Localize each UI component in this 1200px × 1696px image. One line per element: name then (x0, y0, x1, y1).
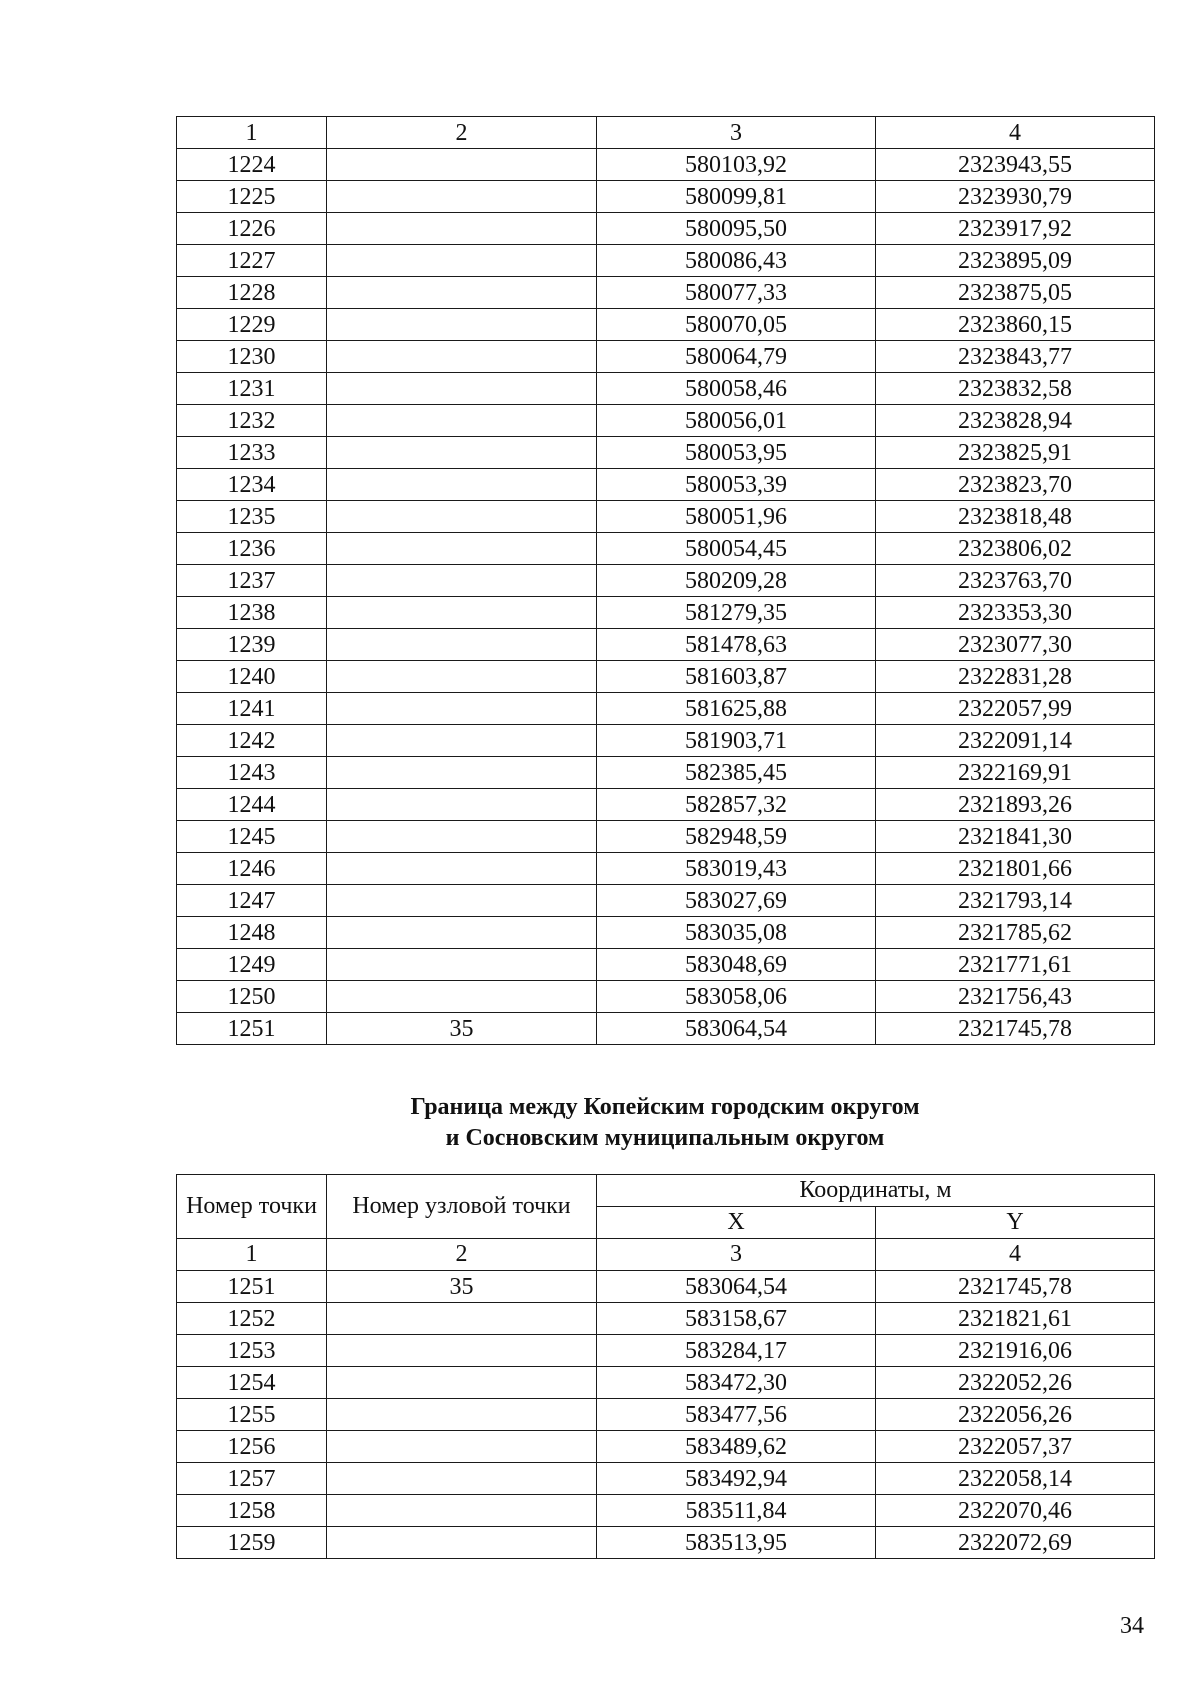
x-coordinate-cell: 583035,08 (597, 917, 876, 949)
point-number-cell: 1227 (177, 245, 327, 277)
x-coordinate-cell: 583027,69 (597, 885, 876, 917)
point-number-cell: 1233 (177, 437, 327, 469)
section-title-line: Граница между Копейским городским округом (410, 1094, 920, 1120)
x-coordinate-cell: 583472,30 (597, 1367, 876, 1399)
table-row (177, 597, 1155, 629)
section-title-line: и Сосновским муниципальным округом (445, 1125, 885, 1151)
point-number-cell: 1250 (177, 981, 327, 1013)
y-coordinate-cell: 2323860,15 (876, 309, 1155, 341)
table-row (177, 245, 1155, 277)
table-row (177, 949, 1155, 981)
y-coordinate-cell: 2323943,55 (876, 149, 1155, 181)
y-coordinate-cell: 2323875,05 (876, 277, 1155, 309)
x-coordinate-cell: 580099,81 (597, 181, 876, 213)
table-row (177, 725, 1155, 757)
table-row (177, 277, 1155, 309)
node-point-cell (327, 1367, 597, 1399)
column-number-cell: 4 (876, 117, 1155, 149)
point-number-cell: 1240 (177, 661, 327, 693)
table-row (177, 1527, 1155, 1559)
x-coordinate-cell: 580058,46 (597, 373, 876, 405)
node-point-cell (327, 277, 597, 309)
x-coordinate-cell: 583477,56 (597, 1399, 876, 1431)
node-point-cell: 35 (327, 1271, 597, 1303)
table-row (177, 309, 1155, 341)
point-number-cell: 1243 (177, 757, 327, 789)
point-number-cell: 1230 (177, 341, 327, 373)
node-point-cell (327, 1495, 597, 1527)
y-coordinate-cell: 2323843,77 (876, 341, 1155, 373)
y-coordinate-cell: 2323763,70 (876, 565, 1155, 597)
y-coordinate-cell: 2323823,70 (876, 469, 1155, 501)
node-point-cell (327, 373, 597, 405)
table-row (177, 853, 1155, 885)
point-number-cell: 1254 (177, 1367, 327, 1399)
y-coordinate-cell: 2322072,69 (876, 1527, 1155, 1559)
x-coordinate-cell: 580077,33 (597, 277, 876, 309)
y-coordinate-cell: 2322052,26 (876, 1367, 1155, 1399)
coordinates-table-continued (176, 116, 1155, 1045)
point-number-cell: 1248 (177, 917, 327, 949)
x-coordinate-cell: 583511,84 (597, 1495, 876, 1527)
y-coordinate-cell: 2321785,62 (876, 917, 1155, 949)
node-point-cell (327, 405, 597, 437)
point-number-cell: 1236 (177, 533, 327, 565)
y-coordinate-cell: 2321771,61 (876, 949, 1155, 981)
x-coordinate-cell: 580064,79 (597, 341, 876, 373)
x-header: X (597, 1207, 876, 1239)
y-coordinate-cell: 2323825,91 (876, 437, 1155, 469)
column-number-cell: 3 (597, 117, 876, 149)
node-point-cell (327, 1431, 597, 1463)
point-number-cell: 1239 (177, 629, 327, 661)
node-point-cell (327, 469, 597, 501)
table-row (177, 661, 1155, 693)
x-coordinate-cell: 580070,05 (597, 309, 876, 341)
table-row (177, 757, 1155, 789)
point-number-cell: 1237 (177, 565, 327, 597)
y-coordinate-cell: 2322057,37 (876, 1431, 1155, 1463)
point-number-cell: 1234 (177, 469, 327, 501)
x-coordinate-cell: 583284,17 (597, 1335, 876, 1367)
x-coordinate-cell: 580053,95 (597, 437, 876, 469)
point-number-cell: 1244 (177, 789, 327, 821)
node-point-cell (327, 1303, 597, 1335)
point-number-cell: 1251 (177, 1013, 327, 1045)
section-title (176, 1092, 1154, 1154)
y-coordinate-cell: 2323806,02 (876, 533, 1155, 565)
table-row (177, 1463, 1155, 1495)
table-row (177, 821, 1155, 853)
x-coordinate-cell: 580209,28 (597, 565, 876, 597)
y-coordinate-cell: 2321745,78 (876, 1271, 1155, 1303)
x-coordinate-cell: 583513,95 (597, 1527, 876, 1559)
table-row (177, 1013, 1155, 1045)
x-coordinate-cell: 580086,43 (597, 245, 876, 277)
node-point-cell (327, 757, 597, 789)
point-number-cell: 1225 (177, 181, 327, 213)
y-coordinate-cell: 2321793,14 (876, 885, 1155, 917)
node-point-cell (327, 597, 597, 629)
y-coordinate-cell: 2323077,30 (876, 629, 1155, 661)
point-number-cell: 1228 (177, 277, 327, 309)
point-number-cell: 1252 (177, 1303, 327, 1335)
y-coordinate-cell: 2323895,09 (876, 245, 1155, 277)
table-row (177, 917, 1155, 949)
y-header: Y (876, 1207, 1155, 1239)
table-row (177, 629, 1155, 661)
table-row (177, 565, 1155, 597)
x-coordinate-cell: 583019,43 (597, 853, 876, 885)
column-number-cell: 2 (327, 1239, 597, 1271)
x-coordinate-cell: 583048,69 (597, 949, 876, 981)
point-number-header: Номер точки (177, 1175, 327, 1239)
table-row (177, 1271, 1155, 1303)
y-coordinate-cell: 2321745,78 (876, 1013, 1155, 1045)
column-number-cell: 1 (177, 117, 327, 149)
point-number-cell: 1256 (177, 1431, 327, 1463)
table-row (177, 341, 1155, 373)
node-point-cell (327, 789, 597, 821)
table-row (177, 885, 1155, 917)
node-point-cell (327, 949, 597, 981)
node-point-cell (327, 533, 597, 565)
x-coordinate-cell: 581625,88 (597, 693, 876, 725)
x-coordinate-cell: 580051,96 (597, 501, 876, 533)
table-row (177, 1303, 1155, 1335)
table-row (177, 149, 1155, 181)
y-coordinate-cell: 2321756,43 (876, 981, 1155, 1013)
point-number-cell: 1245 (177, 821, 327, 853)
y-coordinate-cell: 2322057,99 (876, 693, 1155, 725)
point-number-cell: 1232 (177, 405, 327, 437)
y-coordinate-cell: 2323917,92 (876, 213, 1155, 245)
y-coordinate-cell: 2321801,66 (876, 853, 1155, 885)
column-number-row (177, 1239, 1155, 1271)
x-coordinate-cell: 583158,67 (597, 1303, 876, 1335)
y-coordinate-cell: 2323828,94 (876, 405, 1155, 437)
node-point-cell (327, 341, 597, 373)
table-row (177, 981, 1155, 1013)
point-number-cell: 1235 (177, 501, 327, 533)
x-coordinate-cell: 580103,92 (597, 149, 876, 181)
x-coordinate-cell: 583064,54 (597, 1271, 876, 1303)
x-coordinate-cell: 583064,54 (597, 1013, 876, 1045)
node-point-cell (327, 1463, 597, 1495)
table-body (177, 149, 1155, 1045)
node-point-cell (327, 1399, 597, 1431)
node-point-cell (327, 885, 597, 917)
point-number-cell: 1231 (177, 373, 327, 405)
table-row (177, 469, 1155, 501)
y-coordinate-cell: 2322169,91 (876, 757, 1155, 789)
point-number-cell: 1247 (177, 885, 327, 917)
x-coordinate-cell: 582857,32 (597, 789, 876, 821)
point-number-cell: 1226 (177, 213, 327, 245)
x-coordinate-cell: 580054,45 (597, 533, 876, 565)
node-point-cell (327, 565, 597, 597)
y-coordinate-cell: 2322091,14 (876, 725, 1155, 757)
table-row (177, 373, 1155, 405)
x-coordinate-cell: 582385,45 (597, 757, 876, 789)
table-row (177, 1335, 1155, 1367)
y-coordinate-cell: 2323353,30 (876, 597, 1155, 629)
node-point-cell (327, 661, 597, 693)
x-coordinate-cell: 581603,87 (597, 661, 876, 693)
node-point-cell: 35 (327, 1013, 597, 1045)
x-coordinate-cell: 583058,06 (597, 981, 876, 1013)
column-number-row (177, 117, 1155, 149)
y-coordinate-cell: 2323930,79 (876, 181, 1155, 213)
point-number-cell: 1242 (177, 725, 327, 757)
table-row (177, 405, 1155, 437)
table-row (177, 181, 1155, 213)
y-coordinate-cell: 2321841,30 (876, 821, 1155, 853)
table-row (177, 1495, 1155, 1527)
x-coordinate-cell: 583489,62 (597, 1431, 876, 1463)
node-point-cell (327, 213, 597, 245)
x-coordinate-cell: 582948,59 (597, 821, 876, 853)
table-row (177, 437, 1155, 469)
table-row (177, 1399, 1155, 1431)
node-point-cell (327, 309, 597, 341)
x-coordinate-cell: 581279,35 (597, 597, 876, 629)
node-point-cell (327, 853, 597, 885)
node-point-cell (327, 245, 597, 277)
y-coordinate-cell: 2321916,06 (876, 1335, 1155, 1367)
point-number-cell: 1238 (177, 597, 327, 629)
node-point-cell (327, 1527, 597, 1559)
x-coordinate-cell: 581478,63 (597, 629, 876, 661)
y-coordinate-cell: 2323818,48 (876, 501, 1155, 533)
table-row (177, 533, 1155, 565)
coordinates-header: Координаты, м (597, 1175, 1155, 1207)
column-number-cell: 2 (327, 117, 597, 149)
y-coordinate-cell: 2322056,26 (876, 1399, 1155, 1431)
point-number-cell: 1249 (177, 949, 327, 981)
table-row (177, 213, 1155, 245)
table-row (177, 693, 1155, 725)
column-number-cell: 1 (177, 1239, 327, 1271)
y-coordinate-cell: 2322831,28 (876, 661, 1155, 693)
node-point-cell (327, 725, 597, 757)
page-number: 34 (1120, 1613, 1144, 1639)
point-number-cell: 1259 (177, 1527, 327, 1559)
table-body (177, 1271, 1155, 1559)
node-point-cell (327, 181, 597, 213)
x-coordinate-cell: 583492,94 (597, 1463, 876, 1495)
x-coordinate-cell: 580056,01 (597, 405, 876, 437)
x-coordinate-cell: 581903,71 (597, 725, 876, 757)
point-number-cell: 1251 (177, 1271, 327, 1303)
table-row (177, 1431, 1155, 1463)
table-row (177, 501, 1155, 533)
y-coordinate-cell: 2322058,14 (876, 1463, 1155, 1495)
x-coordinate-cell: 580095,50 (597, 213, 876, 245)
point-number-cell: 1241 (177, 693, 327, 725)
node-point-cell (327, 917, 597, 949)
y-coordinate-cell: 2321893,26 (876, 789, 1155, 821)
y-coordinate-cell: 2323832,58 (876, 373, 1155, 405)
y-coordinate-cell: 2322070,46 (876, 1495, 1155, 1527)
column-number-cell: 4 (876, 1239, 1155, 1271)
point-number-cell: 1224 (177, 149, 327, 181)
point-number-cell: 1257 (177, 1463, 327, 1495)
x-coordinate-cell: 580053,39 (597, 469, 876, 501)
table-row (177, 789, 1155, 821)
node-point-cell (327, 1335, 597, 1367)
header-row (177, 1175, 1155, 1207)
node-point-number-header: Номер узловой точки (327, 1175, 597, 1239)
y-coordinate-cell: 2321821,61 (876, 1303, 1155, 1335)
point-number-cell: 1258 (177, 1495, 327, 1527)
node-point-cell (327, 629, 597, 661)
column-number-cell: 3 (597, 1239, 876, 1271)
border-coordinates-table (176, 1174, 1155, 1559)
point-number-cell: 1229 (177, 309, 327, 341)
node-point-cell (327, 149, 597, 181)
point-number-cell: 1253 (177, 1335, 327, 1367)
node-point-cell (327, 501, 597, 533)
point-number-cell: 1255 (177, 1399, 327, 1431)
node-point-cell (327, 437, 597, 469)
table-row (177, 1367, 1155, 1399)
node-point-cell (327, 821, 597, 853)
node-point-cell (327, 981, 597, 1013)
point-number-cell: 1246 (177, 853, 327, 885)
node-point-cell (327, 693, 597, 725)
